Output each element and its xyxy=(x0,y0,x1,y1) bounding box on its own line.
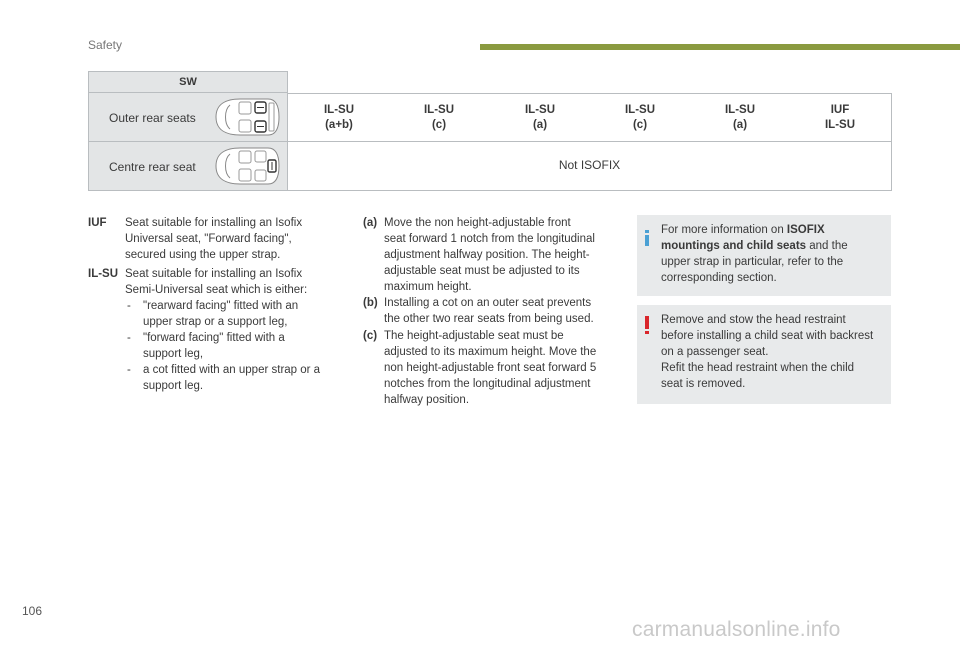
ilsu-term: IL-SU xyxy=(88,268,119,280)
seat-value: IL-SU (a) xyxy=(724,104,756,131)
note-term-a: (a) xyxy=(363,217,378,229)
row-label-text: Centre rear seat xyxy=(109,160,196,174)
seat-value: IL-SU (c) xyxy=(624,104,656,131)
ilsu-definition: Seat suitable for installing an Isofix Semi-Universal seat which is either: xyxy=(125,268,308,296)
seat-value: IL-SU (c) xyxy=(423,104,455,131)
note-a-text: Move the non height-adjustable front seat forward 1 notch from the longitudinal adjustment halfway position. The height- adjustable seat must be adjusted to its maximum height. xyxy=(384,217,595,293)
seat-value: IL-SU (a+b) xyxy=(323,104,355,131)
seat-value: IUF IL-SU xyxy=(824,104,856,131)
page-number: 106 xyxy=(22,604,43,618)
iuf-term: IUF xyxy=(88,217,107,229)
row-label-outer xyxy=(88,93,288,142)
warning-text: Remove and stow the head restraint before installing a child seat with backrest on a passenger seat. Refit the head restraint when the child seat is removed. xyxy=(661,314,874,390)
ilsu-bullet-list xyxy=(125,298,355,394)
not-isofix-label: Not ISOFIX xyxy=(558,158,621,172)
list-item: - "rearward facing" fitted with an upper strap or a support leg, xyxy=(127,300,299,328)
isofix-table xyxy=(88,71,892,191)
info-icon xyxy=(645,230,649,246)
row-label-text: Outer rear seats xyxy=(109,111,196,125)
iuf-definition: Seat suitable for installing an Isofix Universal seat, "Forward facing", secured using the upper strap. xyxy=(125,217,303,261)
note-c-text: The height-adjustable seat must be adjusted to its maximum height. Move the non height-adjustable front seat forward 5 notches from the longitudinal adjustment halfway position. xyxy=(384,330,597,406)
row-values-outer xyxy=(288,93,892,142)
watermark: carmanualsonline.info xyxy=(632,618,841,641)
section-title: Safety xyxy=(88,38,123,52)
header-accent-bar xyxy=(480,44,960,50)
seat-value: IL-SU (a) xyxy=(524,104,556,131)
note-term-b: (b) xyxy=(363,297,378,309)
note-term-c: (c) xyxy=(363,330,378,342)
table-header-sw: SW xyxy=(88,71,288,93)
row-label-centre xyxy=(88,142,288,191)
info-box xyxy=(637,215,891,296)
warning-box xyxy=(637,305,891,404)
definitions-column xyxy=(88,215,348,395)
car-outer-seats-icon xyxy=(212,96,282,138)
info-text: For more information on ISOFIX mountings and child seats and the upper strap in particular, refer to the corresponding section. xyxy=(661,224,848,284)
note-b-text: Installing a cot on an outer seat prevents the other two rear seats from being used. xyxy=(384,297,594,325)
list-item: - a cot fitted with an upper strap or a support leg. xyxy=(127,364,321,392)
row-values-centre xyxy=(288,142,892,191)
warning-icon xyxy=(645,316,649,334)
list-item: - "forward facing" fitted with a support leg, xyxy=(127,332,285,360)
car-centre-seat-icon xyxy=(212,145,282,187)
notes-column xyxy=(363,215,625,410)
